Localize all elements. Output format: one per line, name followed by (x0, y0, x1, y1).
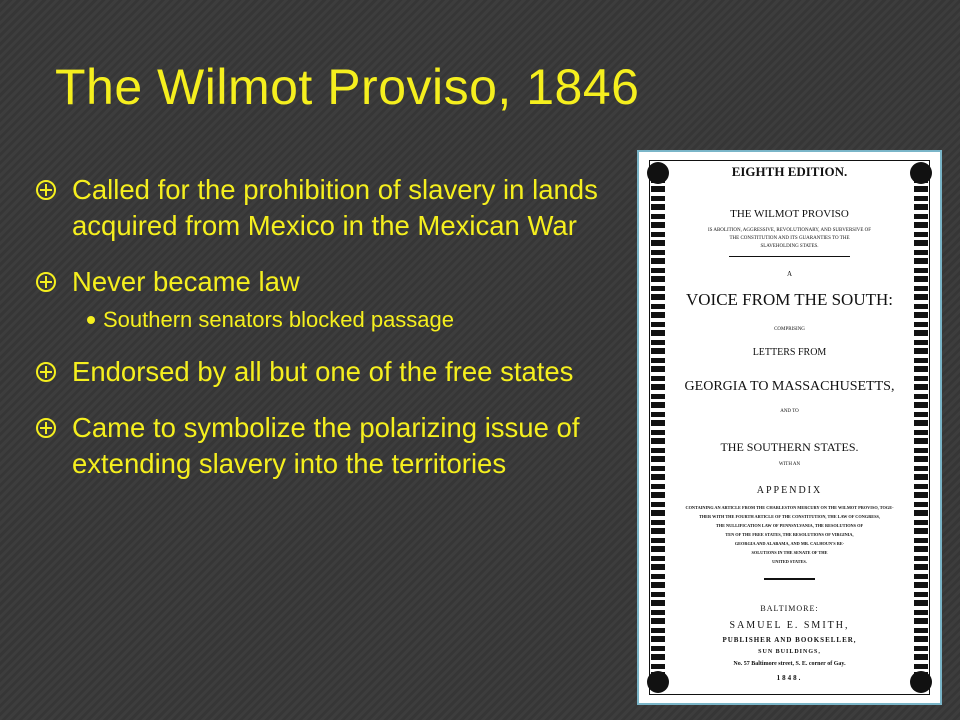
dot-bullet-icon (87, 316, 95, 324)
doc-edition: EIGHTH EDITION. (731, 164, 848, 179)
doc-c7: UNITED STATES. (772, 559, 807, 564)
circle-plus-bullet-icon (35, 417, 57, 439)
corner-ornament (910, 162, 932, 184)
corner-ornament (910, 671, 932, 693)
doc-rule (764, 578, 815, 580)
doc-c3: THE NULLIFICATION LAW OF PENNSYLVANIA, THE RESOLUTIONS OF (715, 523, 864, 528)
doc-a: A (786, 270, 793, 278)
circle-plus-bullet-icon (35, 271, 57, 293)
doc-c4: TEN OF THE FREE STATES, THE RESOLUTIONS OF VIRGINIA, (725, 532, 854, 537)
doc-role: PUBLISHER AND BOOKSELLER, (722, 636, 857, 644)
doc-c2: THER WITH THE FOURTH ARTICLE OF THE CONSTITUTION, THE LAW OF CONGRESS, (698, 514, 881, 519)
bullet-text: Endorsed by all but one of the free states (72, 356, 574, 387)
ornament-border-right (914, 177, 928, 678)
doc-c5: GEORGIA AND ALABAMA, AND MR. CALHOUN'S RE- (734, 541, 845, 546)
doc-letters: LETTERS FROM (752, 347, 827, 358)
doc-sub2: THE CONSTITUTION AND ITS GUARANTIES TO THE (729, 236, 850, 241)
bullet-item (35, 410, 635, 482)
doc-appendix: APPENDIX (756, 485, 823, 496)
doc-c6: SOLUTIONS IN THE SENATE OF THE (751, 550, 828, 555)
doc-andto: AND TO (780, 409, 799, 414)
doc-southern: THE SOUTHERN STATES. (720, 440, 859, 454)
doc-city: BALTIMORE: (760, 604, 819, 613)
doc-addr: No. 57 Baltimore street, S. E. corner of Gay. (733, 661, 846, 667)
corner-ornament (647, 671, 669, 693)
doc-withan: WITH AN (778, 462, 801, 467)
bullet-item (35, 264, 635, 300)
bullet-text: Came to symbolize the polarizing issue of extending slavery into the territories (72, 412, 580, 479)
doc-georgia: GEORGIA TO MASSACHUSETTS, (684, 379, 895, 394)
sub-bullet-text: Southern senators blocked passage (103, 307, 455, 332)
bullet-text: Never became law (72, 266, 300, 297)
corner-ornament (647, 162, 669, 184)
sub-bullet-item (35, 306, 635, 334)
circle-plus-bullet-icon (35, 361, 57, 383)
doc-publisher: SAMUEL E. SMITH, (729, 620, 850, 631)
doc-bldg: SUN BUILDINGS, (758, 649, 821, 655)
circle-plus-bullet-icon (35, 179, 57, 201)
bullet-list (35, 172, 635, 502)
bullet-text: Called for the prohibition of slavery in lands acquired from Mexico in the Mexican War (72, 174, 598, 241)
doc-heading: THE WILMOT PROVISO (730, 208, 849, 220)
title-page-image (637, 150, 942, 705)
ornament-border-left (651, 177, 665, 678)
doc-comprising: COMPRISING (774, 327, 805, 332)
doc-voice: VOICE FROM THE SOUTH: (685, 290, 893, 309)
doc-year: 1848. (776, 674, 803, 682)
doc-sub3: SLAVEHOLDING STATES. (760, 244, 819, 249)
bullet-item (35, 172, 635, 244)
doc-rule (729, 256, 850, 257)
doc-c1: CONTAINING AN ARTICLE FROM THE CHARLESTON MERCURY ON THE WILMOT PROVISO, TOGE- (685, 505, 894, 510)
bullet-item (35, 354, 635, 390)
slide-title: The Wilmot Proviso, 1846 (55, 59, 640, 115)
doc-sub1: IS ABOLITION, AGGRESSIVE, REVOLUTIONARY, AND SUBVERSIVE OF (707, 228, 872, 233)
